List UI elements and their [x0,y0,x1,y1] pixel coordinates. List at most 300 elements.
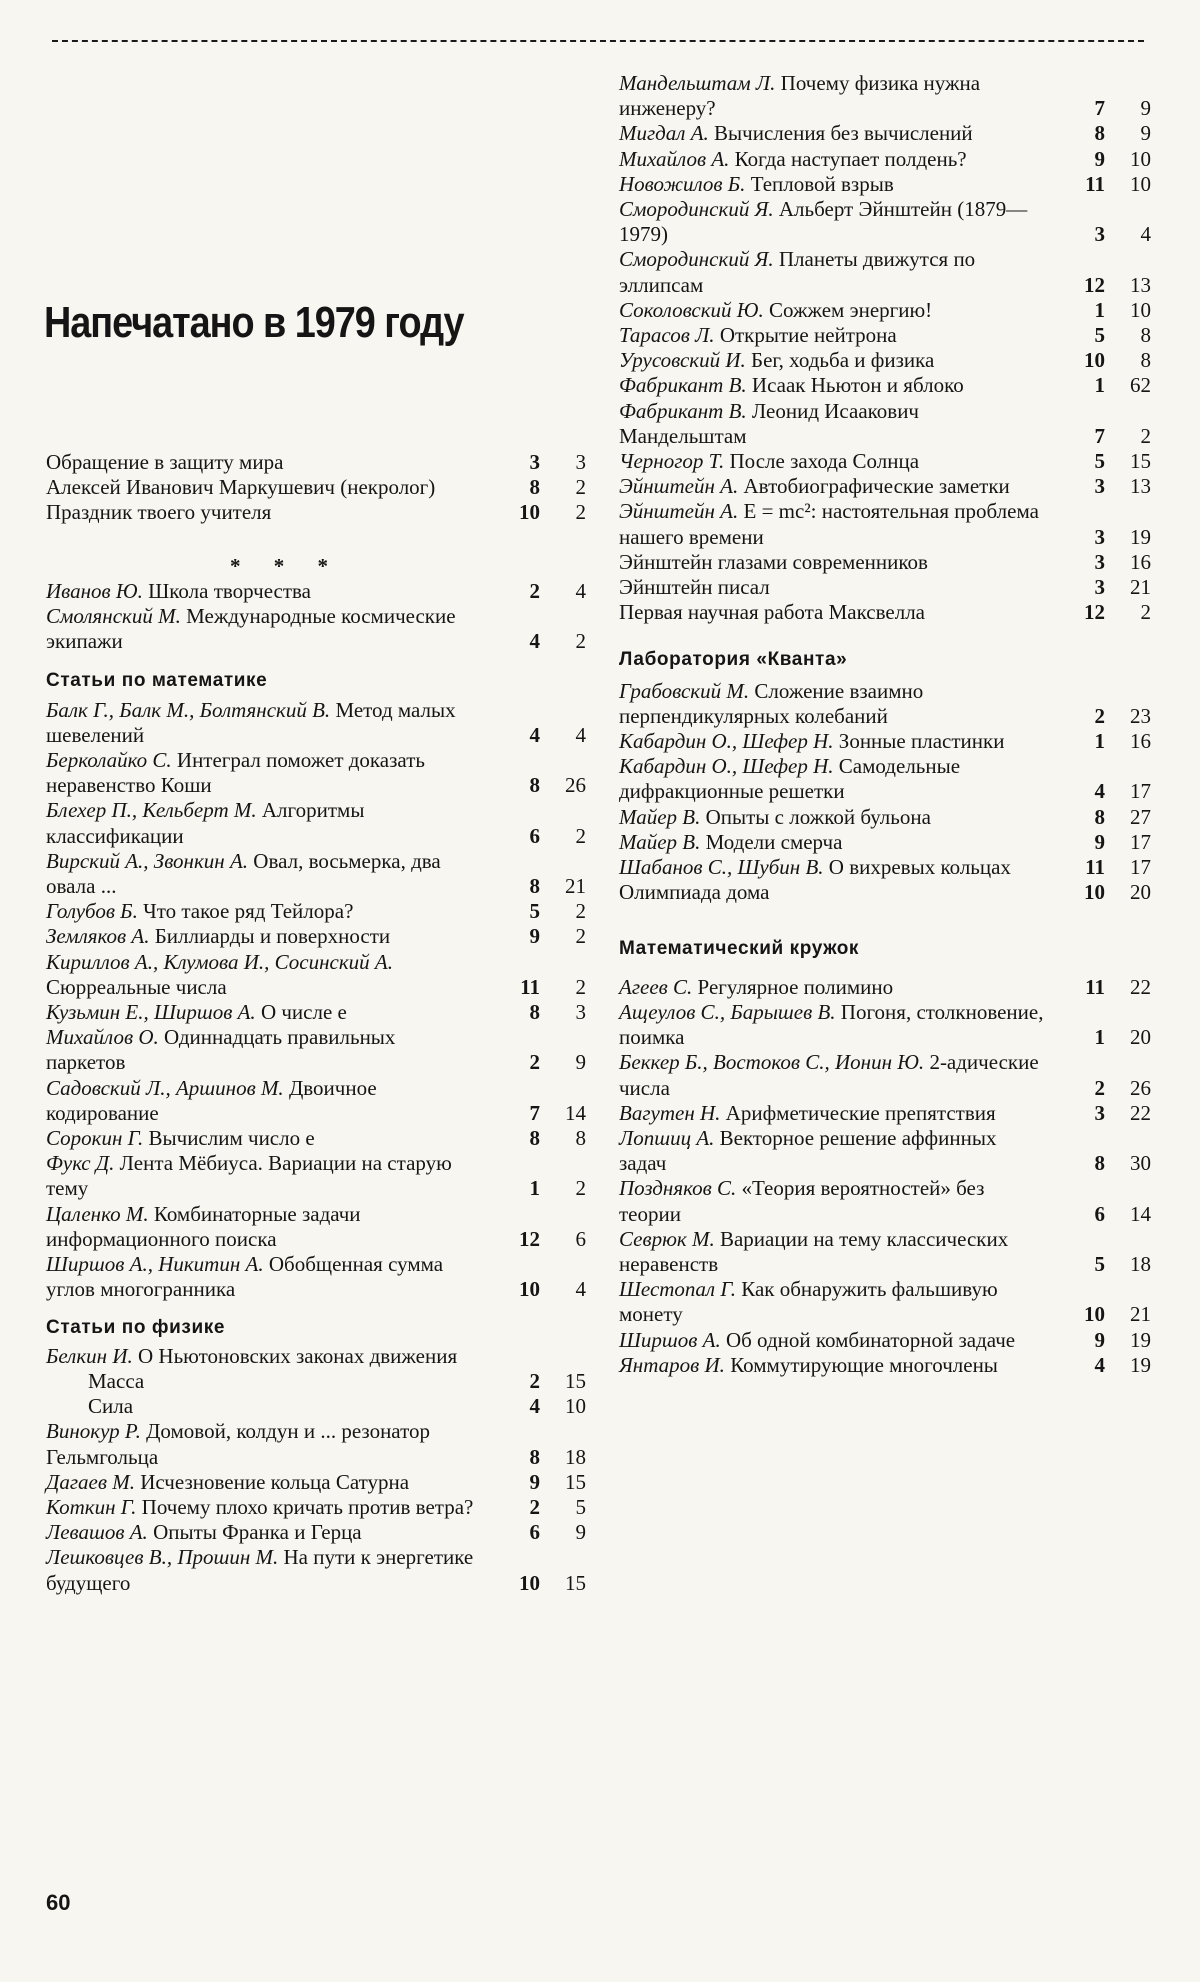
entry-author: Белкин И. [46,1343,133,1368]
entry-text [619,975,1059,1000]
issue-number: 11 [1085,855,1105,880]
entry-title: Интеграл поможет доказать неравенство Коши [46,748,425,798]
entry-title: Овал, восьмерка, два овала ... [46,848,441,899]
index-entry [619,121,1151,146]
issue-number: 3 [1094,474,1105,499]
entry-text [46,1419,494,1469]
entry-text [619,1277,1059,1327]
page-ref: 16 [1130,729,1151,754]
entry-author: Вирский А., Звонкин А. [46,848,249,873]
entry-title: Исчезновение кольца Сатурна [140,1469,410,1494]
index-entry [619,172,1151,197]
entry-author: Фабрикант В. [619,373,747,398]
entry-text [46,1545,494,1595]
page-ref: 30 [1130,1151,1151,1176]
index-entry [46,899,586,924]
index-entry [619,830,1151,855]
issue-number: 9 [529,924,540,949]
issue-number: 7 [529,1100,540,1125]
page-ref: 27 [1130,804,1151,829]
entry-text [46,579,494,604]
entry-author: Янтаров И. [619,1352,725,1377]
issue-number: 3 [1094,549,1105,574]
index-entry [619,600,1151,625]
index-entry [619,754,1151,804]
entry-title: После захода Солнца [729,449,920,474]
entry-title: Модели смерча [705,829,843,854]
page-ref: 2 [1140,600,1151,625]
index-entry [46,1252,586,1302]
index-entry [46,1344,586,1369]
index-entry [619,975,1151,1000]
entry-title: Регулярное полимино [697,974,894,999]
entry-author: Соколовский Ю. [619,297,764,322]
entry-author: Майер В. [619,829,701,854]
index-entry [46,1202,586,1252]
entry-author: Эйнштейн А. [619,474,739,499]
entry-title: Тепловой взрыв [750,171,894,196]
index-entry [619,1050,1151,1100]
issue-number: 8 [529,1000,540,1025]
page-ref: 9 [575,1050,586,1075]
entry-author: Агеев С. [619,974,693,999]
issue-number: 5 [1094,449,1105,474]
issue-number: 11 [1085,171,1105,196]
entry-text [619,247,1059,297]
page-ref: 2 [575,924,586,949]
entry-text [88,1369,494,1394]
entry-author: Черногор Т. [619,449,725,474]
entry-text [619,172,1059,197]
issue-number: 10 [1084,1302,1105,1327]
section-heading: Математический кружок [619,937,860,959]
index-entry [619,575,1151,600]
entry-title: Сожжем энергию! [768,297,933,322]
entry-text [46,950,494,1000]
entry-author: Кириллов А., Клумова И., Сосинский А. [46,949,393,974]
page-ref: 13 [1130,474,1151,499]
entry-author: Балк Г., Балк М., Болтянский В. [46,697,331,722]
issue-number: 12 [1084,600,1105,625]
issue-number: 8 [529,1126,540,1151]
entry-author: Майер В. [619,804,701,829]
page-ref: 19 [1130,1352,1151,1377]
issue-number: 4 [1094,1352,1105,1377]
entry-title: Автобиографические заметки [743,474,1010,499]
entry-text [46,604,494,654]
page-ref: 10 [1130,297,1151,322]
index-entry [619,247,1151,297]
entry-text [619,805,1059,830]
issue-number: 8 [1094,804,1105,829]
entry-title: Самодельные дифракционные решетки [619,754,961,804]
entry-author: Урусовский И. [619,348,746,373]
page-ref: 19 [1130,524,1151,549]
issue-number: 3 [529,450,540,474]
issue-number: 4 [529,722,540,747]
issue-number: 8 [1094,121,1105,146]
entry-author: Шабанов С., Шубин В. [619,855,824,880]
index-entry [46,579,586,604]
entry-author: Михайлов А. [619,146,730,171]
top-rule [52,40,1144,42]
entry-title: Почему плохо кричать против ветра? [141,1494,474,1519]
index-entry [619,1353,1151,1378]
page-ref: 6 [575,1226,586,1251]
entry-text [619,679,1059,729]
index-entry [619,474,1151,499]
entry-title: Обращение в защиту мира [46,450,284,474]
index-entry [46,1076,586,1126]
entry-author: Кабардин О., Шефер Н. [619,729,834,754]
page-ref: 2 [575,475,586,500]
entry-title: Открытие нейтрона [719,323,897,348]
entry-text [46,748,494,798]
issue-number: 2 [529,1368,540,1393]
entry-title: Как обнаружить фальшивую монету [619,1277,998,1327]
entry-title: Лента Мёбиуса. Вариации на старую тему [46,1151,452,1201]
entry-text [46,1000,494,1025]
entry-author: Смолянский М. [46,604,181,629]
entry-author: Ащеулов С., Барышев В. [619,999,836,1024]
index-entry [619,729,1151,754]
page-ref: 9 [1140,121,1151,146]
entry-title: Международные космические экипажи [46,604,456,654]
issue-number: 2 [1094,1075,1105,1100]
entry-title: Вычислим число е [148,1126,315,1151]
page-ref: 21 [565,874,586,899]
index-entry [619,348,1151,373]
index-entry [619,298,1151,323]
entry-text [619,575,1059,600]
page-ref: 2 [575,899,586,924]
entry-title: Погоня, столкновение, поимка [619,999,1044,1050]
issue-number: 4 [1094,779,1105,804]
index-entry [619,323,1151,348]
page-ref: 2 [575,629,586,654]
entry-title: Сюрреальные числа [46,974,227,999]
issue-number: 2 [1094,703,1105,728]
index-entry [46,475,586,500]
entry-author: Смородинский Я. [619,197,774,222]
issue-number: 2 [529,578,540,603]
issue-number: 1 [1094,729,1105,754]
page-ref: 8 [1140,348,1151,373]
index-entry [619,679,1151,729]
entry-author: Севрюк М. [619,1226,715,1251]
index-entry [619,1277,1151,1327]
index-entry [46,1126,586,1151]
issue-number: 3 [1094,524,1105,549]
issue-number: 5 [529,899,540,924]
entry-text [619,373,1059,398]
page-ref: 9 [575,1520,586,1545]
entry-text [619,1000,1059,1050]
page-ref: 17 [1130,779,1151,804]
entry-author: Земляков А. [46,924,150,949]
entry-title: Об одной комбинаторной задаче [725,1327,1016,1352]
page-ref: 2 [575,500,586,525]
entry-title: Комбинаторные задачи информационного поиска [46,1201,361,1251]
issue-number: 7 [1094,423,1105,448]
page-ref: 62 [1130,373,1151,398]
entry-title: Планеты движутся по эллипсам [619,247,976,297]
entry-text [619,729,1059,754]
entry-text [46,1495,494,1520]
index-entry [619,550,1151,575]
entry-text [619,855,1059,880]
index-entry [619,449,1151,474]
entry-author: Эйнштейн А. [619,499,739,524]
issue-number: 3 [1094,1100,1105,1125]
index-entry [46,1025,586,1075]
index-entry [619,147,1151,172]
entry-text [46,1344,494,1369]
entry-text [46,1126,494,1151]
index-entry [619,399,1151,449]
index-entry [46,950,586,1000]
entry-author: Блехер П., Кельберт М. [46,798,257,823]
page-ref: 4 [1140,222,1151,247]
issue-number: 8 [1094,1151,1105,1176]
page-ref: 21 [1130,1302,1151,1327]
entry-text [619,197,1059,247]
entry-text [619,1227,1059,1277]
entry-text [619,323,1059,348]
entry-title: Метод малых шевелений [46,697,456,747]
entry-text [46,1151,494,1201]
entry-title: Почему физика нужна инженеру? [619,71,981,121]
issue-number: 9 [1094,1327,1105,1352]
index-entry [619,373,1151,398]
index-subentry [46,1369,586,1394]
entry-text [619,1353,1059,1378]
entry-text [619,550,1059,575]
entry-title: Масса [88,1368,145,1393]
entry-title: Альберт Эйнштейн (1879—1979) [619,197,1028,247]
index-entry [46,604,586,654]
entry-title: Леонид Исаакович Мандельштам [619,398,919,448]
entry-text [46,1252,494,1302]
entry-text [46,798,494,848]
entry-title: Зонные пластинки [838,729,1005,754]
page-ref: 9 [1140,96,1151,121]
entry-author: Смородинский Я. [619,247,774,272]
entry-text [619,348,1059,373]
issue-number: 11 [520,974,540,999]
entry-text [619,1176,1059,1226]
entry-title: Сила [88,1394,134,1419]
entry-text [88,1394,494,1419]
index-entry [46,1419,586,1469]
entry-author: Берколайко С. [46,748,172,773]
entry-text [46,698,494,748]
entry-title: Коммутирующие многочлены [730,1352,998,1377]
page-ref: 18 [565,1444,586,1469]
entry-text [619,399,1059,449]
issue-number: 8 [529,874,540,899]
entry-author: Беккер Б., Востоков С., Ионин Ю. [619,1050,925,1075]
page-ref: 15 [565,1469,586,1494]
entry-title: Двоичное кодирование [46,1075,377,1125]
entry-text [619,1328,1059,1353]
page-ref: 15 [565,1570,586,1595]
issue-number: 4 [529,1394,540,1419]
page-ref: 22 [1130,1100,1151,1125]
page-ref: 2 [1140,423,1151,448]
index-entry [46,1000,586,1025]
index-entry [46,450,586,475]
index-entry [619,499,1151,549]
index-entry [46,698,586,748]
issue-number: 5 [1094,1251,1105,1276]
entry-author: Грабовский М. [619,678,750,703]
entry-text [619,449,1059,474]
entry-author: Ширшов А., Никитин А. [46,1252,264,1277]
issue-number: 1 [1094,373,1105,398]
entry-title: Когда наступает полдень? [734,146,967,171]
entry-title: Эйнштейн писал [619,575,770,600]
issue-number: 1 [1094,297,1105,322]
issue-number: 4 [529,629,540,654]
issue-number: 1 [1094,1025,1105,1050]
separator-stars: * * * [230,553,342,578]
page-ref: 2 [575,974,586,999]
entry-text [46,849,494,899]
issue-number: 6 [529,1520,540,1545]
page-ref: 4 [575,722,586,747]
entry-author: Коткин Г. [46,1494,137,1519]
page-ref: 3 [575,1000,586,1025]
page-ref: 8 [575,1126,586,1151]
index-entry [619,1227,1151,1277]
entry-title: Алгоритмы классификации [46,798,365,848]
entry-title: E = mc²: настоятельная проблема нашего времени [619,499,1039,549]
entry-author: Новожилов Б. [619,171,746,196]
entry-title: Векторное решение аффинных задач [619,1125,997,1176]
entry-author: Шестопал Г. [619,1277,736,1302]
page-ref: 14 [565,1100,586,1125]
right-column [619,71,1151,1378]
section-heading: Статьи по математике [46,670,268,692]
entry-title: 2-адические числа [619,1050,1039,1100]
entry-text [619,600,1059,625]
entry-title: О Ньютоновских законах движения [138,1343,458,1368]
index-entry [619,880,1151,905]
page-number: 60 [46,1890,71,1915]
page-ref: 15 [565,1368,586,1393]
index-entry [46,500,586,525]
entry-text [619,880,1059,905]
index-entry [46,849,586,899]
page-ref: 8 [1140,323,1151,348]
entry-title: О вихревых кольцах [828,855,1011,880]
entry-author: Голубов Б. [46,899,138,924]
issue-number: 10 [519,500,540,525]
entry-author: Михайлов О. [46,1025,159,1050]
index-entry [46,1495,586,1520]
page-ref: 4 [575,1277,586,1302]
entry-text [619,147,1059,172]
entry-text [619,499,1059,549]
issue-number: 8 [529,773,540,798]
issue-number: 8 [529,475,540,500]
page-ref: 22 [1130,974,1151,999]
entry-author: Вагутен Н. [619,1100,721,1125]
entry-text [46,475,494,500]
entry-text [619,474,1059,499]
index-entry [619,1328,1151,1353]
index-entry [619,1101,1151,1126]
page-ref: 4 [575,578,586,603]
issue-number: 2 [529,1050,540,1075]
entry-title: Первая научная работа Максвелла [619,600,925,625]
page-ref: 2 [575,823,586,848]
entry-text [46,899,494,924]
section-heading: Лаборатория «Кванта» [619,649,848,671]
index-entry [619,197,1151,247]
entry-title: Бег, ходьба и физика [751,348,935,373]
issue-number: 10 [1084,348,1105,373]
entry-text [46,500,494,525]
entry-author: Дагаев М. [46,1469,135,1494]
index-entry [46,1545,586,1595]
issue-number: 3 [1094,222,1105,247]
page-ref: 14 [1130,1201,1151,1226]
entry-title: Исаак Ньютон и яблоко [751,373,964,398]
entry-text [619,1126,1059,1176]
issue-number: 8 [529,1444,540,1469]
entry-author: Кабардин О., Шефер Н. [619,754,834,779]
entry-text [46,924,494,949]
entry-author: Поздняков С. [619,1176,737,1201]
entry-title: Вычисления без вычислений [714,121,973,146]
page-ref: 3 [575,450,586,474]
issue-number: 7 [1094,96,1105,121]
entry-text [619,1050,1059,1100]
issue-number: 6 [1094,1201,1105,1226]
page-ref: 20 [1130,1025,1151,1050]
issue-number: 9 [1094,146,1105,171]
page-ref: 10 [1130,171,1151,196]
entry-text [619,830,1059,855]
issue-number: 12 [1084,272,1105,297]
entry-text [46,450,494,475]
entry-author: Мандельштам Л. [619,71,776,95]
entry-title: «Теория вероятностей» без теории [619,1176,985,1226]
entry-author: Иванов Ю. [46,578,143,603]
entry-text [619,71,1059,121]
page-ref: 20 [1130,880,1151,905]
section-heading: Статьи по физике [46,1316,226,1338]
entry-text [46,1025,494,1075]
entry-title: Алексей Иванович Маркушевич (некролог) [46,475,436,500]
index-entry [619,1126,1151,1176]
entry-author: Фабрикант В. [619,398,747,423]
entry-author: Лопшиц А. [619,1125,715,1150]
issue-number: 10 [1084,880,1105,905]
entry-title: Обобщенная сумма углов многогранника [46,1252,444,1302]
entry-title: Эйнштейн глазами современников [619,549,928,574]
issue-number: 11 [1085,974,1105,999]
issue-number: 5 [1094,323,1105,348]
entry-text [619,121,1059,146]
entry-text [46,1076,494,1126]
issue-number: 3 [1094,575,1105,600]
entry-author: Сорокин Г. [46,1126,144,1151]
entry-text [619,1101,1059,1126]
issue-number: 10 [519,1570,540,1595]
